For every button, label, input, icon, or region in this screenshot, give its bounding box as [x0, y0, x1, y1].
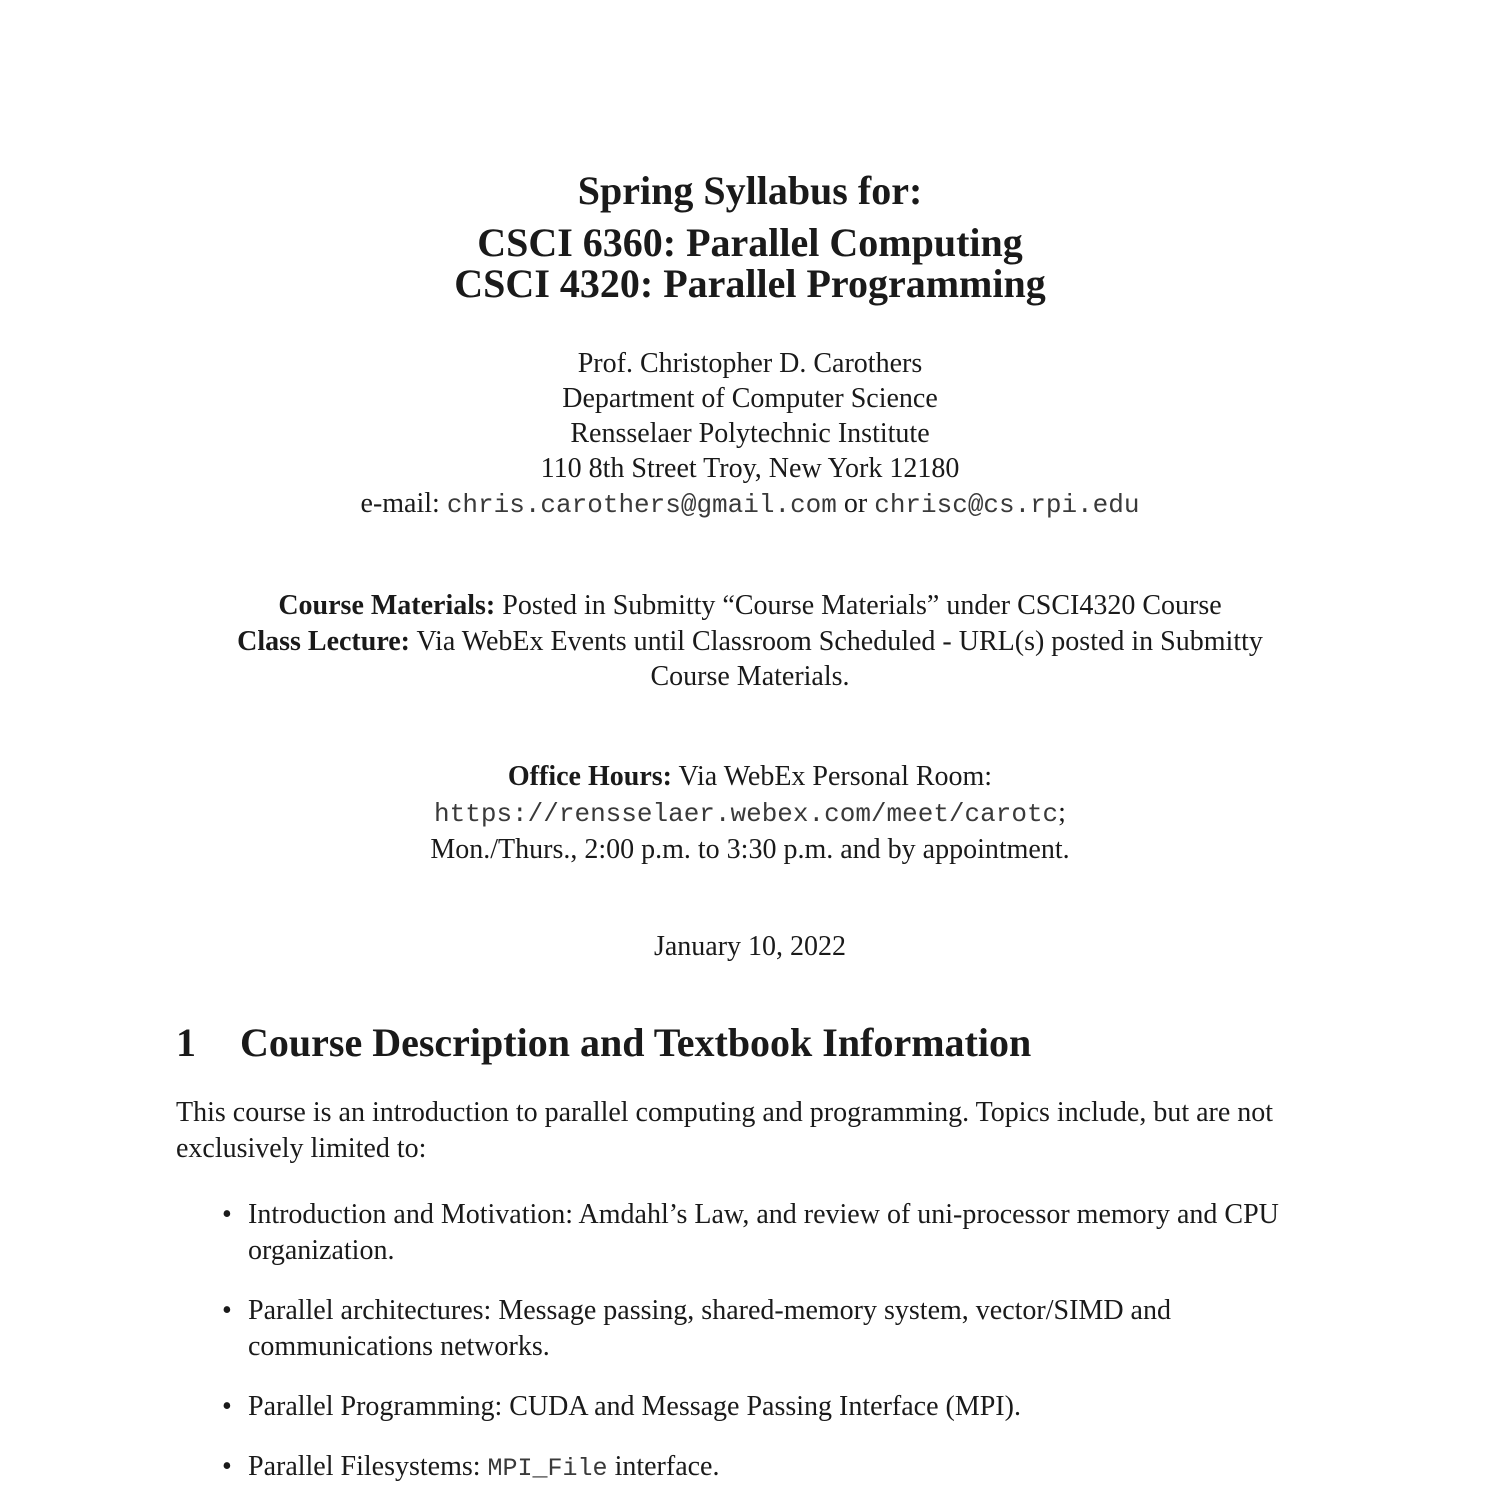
email-secondary-link[interactable]: chrisc@cs.rpi.edu [874, 490, 1140, 520]
section-title: Course Description and Textbook Information [240, 1020, 1032, 1065]
office-hours [0, 759, 1500, 868]
document-date: January 10, 2022 [653, 931, 847, 962]
topic-text: Introduction and Motivation: Amdahl’s Law, and review of uni-processor memory and CPU organization. [248, 1199, 1279, 1266]
email-label: e-mail: [360, 488, 440, 519]
class-lecture-text: Via WebEx Events until Classroom Scheduled - URL(s) posted in Submitty Course Materials. [416, 625, 1263, 692]
class-lecture-line [200, 624, 1300, 695]
office-hours-line [0, 759, 1500, 795]
bullet-icon: • [222, 1451, 232, 1482]
title-line: Spring Syllabus for: [577, 168, 923, 213]
document-title [0, 168, 1500, 304]
author-department: Department of Computer Science [562, 383, 938, 414]
topic-list [176, 1197, 1326, 1511]
office-hours-url-suffix: ; [1058, 796, 1066, 828]
email-line [0, 486, 1500, 523]
email-or: or [843, 488, 868, 519]
email-primary-link[interactable]: chris.carothers@gmail.com [446, 490, 837, 520]
author-institution: Rensselaer Polytechnic Institute [570, 418, 930, 449]
office-hours-url-link[interactable]: https://rensselaer.webex.com/meet/carotc [434, 798, 1059, 829]
bullet-icon: • [222, 1199, 232, 1230]
office-hours-label: Office Hours: [507, 761, 672, 792]
topic-code: MPI_File [487, 1454, 608, 1483]
topic-text: Parallel Programming: CUDA and Message Passing Interface (MPI). [248, 1391, 1021, 1422]
course-materials-line [200, 588, 1300, 624]
topic-prefix: Parallel Filesystems: [248, 1451, 488, 1482]
list-item [176, 1389, 1326, 1425]
course-title-undergraduate: CSCI 4320: Parallel Programming [454, 261, 1046, 306]
list-item [176, 1293, 1326, 1365]
course-title-graduate: CSCI 6360: Parallel Computing [477, 220, 1023, 265]
author-name: Prof. Christopher D. Carothers [577, 348, 923, 379]
topic-text: Parallel architectures: Message passing, shared-memory system, vector/SIMD and communications networks. [248, 1295, 1171, 1362]
bullet-icon: • [222, 1391, 232, 1422]
topic-suffix: interface. [607, 1451, 720, 1482]
office-hours-url-line [0, 795, 1500, 833]
course-logistics [200, 588, 1300, 695]
office-hours-text: Via WebEx Personal Room: [678, 761, 993, 792]
course-materials-text: Posted in Submitty “Course Materials” under CSCI4320 Course [502, 590, 1222, 621]
bullet-icon: • [222, 1295, 232, 1326]
section-heading [176, 1018, 1031, 1068]
section-number: 1 [176, 1020, 196, 1065]
class-lecture-label: Class Lecture: [237, 625, 411, 657]
course-materials-label: Course Materials: [278, 590, 496, 621]
section-intro-paragraph: This course is an introduction to parallel computing and programming. Topics include, but are not exclusively limited to: [176, 1097, 1274, 1164]
author-address: 110 8th Street Troy, New York 12180 [540, 453, 960, 484]
author-info [0, 346, 1500, 523]
list-item [176, 1449, 1326, 1487]
list-item [176, 1197, 1326, 1269]
office-hours-schedule: Mon./Thurs., 2:00 p.m. to 3:30 p.m. and by appointment. [430, 834, 1070, 865]
